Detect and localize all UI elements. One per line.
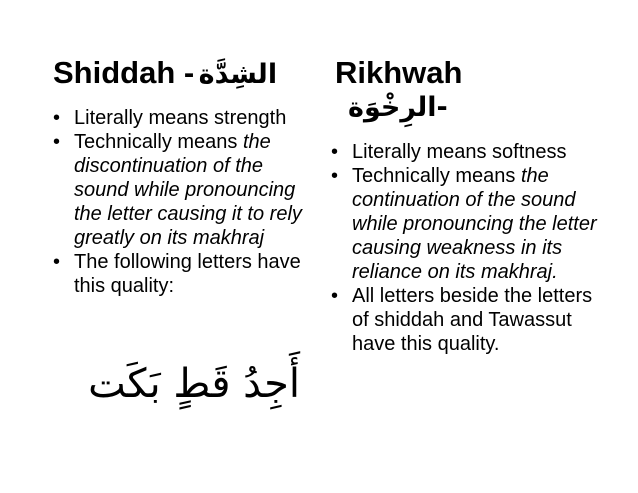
bullet-text: Technically means	[74, 131, 243, 153]
shiddah-title-english: Shiddah -	[53, 55, 195, 90]
shiddah-letters-arabic: أَجِدُ قَطٍ بَكَت	[88, 361, 300, 407]
bullet-emphasis: the continuation of the sound while pronouncing the letter causing weakness in its reliance on its makhraj.	[352, 165, 597, 283]
rikhwah-title-arabic: الرِخْوَة-	[348, 92, 448, 123]
rikhwah-heading-arabic-row	[348, 90, 448, 126]
list-item	[331, 140, 601, 164]
shiddah-heading	[53, 55, 277, 93]
bullet-text: Literally means strength	[74, 107, 287, 129]
list-item	[53, 106, 308, 130]
rikhwah-bullet-list	[331, 140, 601, 356]
list-item	[331, 164, 601, 284]
rikhwah-heading	[335, 55, 462, 91]
rikhwah-title-english: Rikhwah	[335, 55, 463, 90]
bullet-text: Literally means softness	[352, 141, 567, 163]
list-item	[53, 250, 308, 298]
bullet-emphasis: the discontinuation of the sound while pronouncing the letter causing it to rely greatly on its makhraj	[74, 131, 302, 249]
shiddah-bullet-list	[53, 106, 308, 298]
bullet-text: Technically means	[352, 165, 521, 187]
list-item	[53, 130, 308, 250]
list-item	[331, 284, 601, 356]
shiddah-title-arabic: الشِدَّة	[198, 59, 278, 90]
bullet-text: The following letters have this quality:	[74, 251, 301, 297]
bullet-text: All letters beside the letters of shiddah and Tawassut have this quality.	[352, 285, 593, 355]
